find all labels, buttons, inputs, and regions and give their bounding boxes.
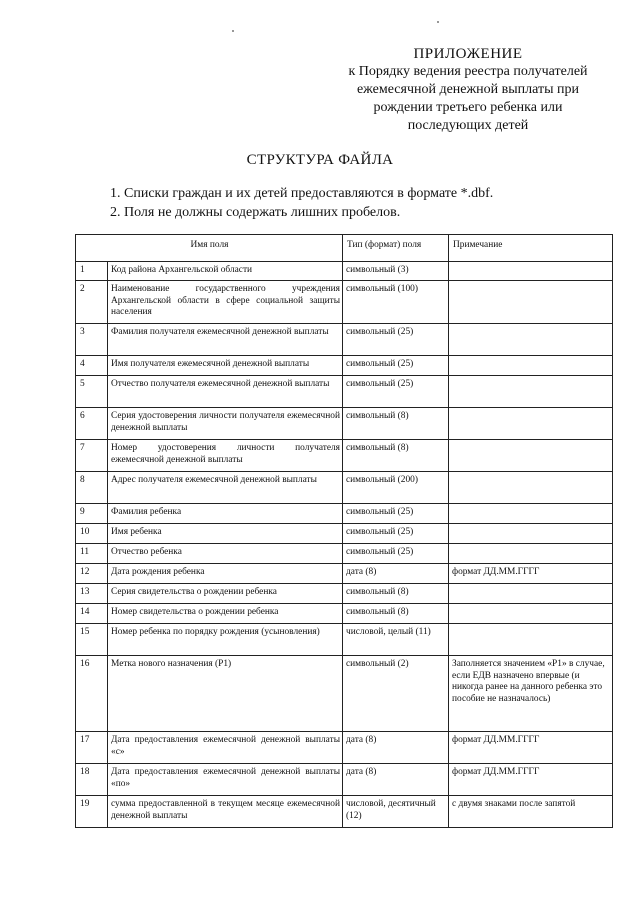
row-field-type: символьный (2) [343, 656, 449, 732]
row-number: 1 [76, 262, 108, 281]
row-number: 5 [76, 376, 108, 408]
row-number: 15 [76, 624, 108, 656]
row-field-type: символьный (25) [343, 356, 449, 376]
row-note: формат ДД.ММ.ГГГГ [449, 732, 613, 764]
row-field-name: Серия удостоверения личности получателя ежемесячной денежной выплаты [108, 408, 343, 440]
row-field-type: дата (8) [343, 732, 449, 764]
row-field-name: сумма предоставленной в текущем месяце ежемесячной денежной выплаты [108, 796, 343, 828]
row-note [449, 544, 613, 564]
row-field-name: Отчество ребенка [108, 544, 343, 564]
row-number: 8 [76, 472, 108, 504]
row-field-type: символьный (25) [343, 524, 449, 544]
row-number: 14 [76, 604, 108, 624]
row-field-type: символьный (8) [343, 604, 449, 624]
row-number: 4 [76, 356, 108, 376]
table-row [76, 584, 613, 604]
row-note: формат ДД.ММ.ГГГГ [449, 564, 613, 584]
row-number: 16 [76, 656, 108, 732]
row-note [449, 524, 613, 544]
row-field-type: символьный (25) [343, 324, 449, 356]
table-header-row [76, 235, 613, 262]
row-field-name: Дата предоставления ежемесячной денежной выплаты «с» [108, 732, 343, 764]
row-note [449, 440, 613, 472]
row-field-type: символьный (3) [343, 262, 449, 281]
appendix-line: ежемесячной денежной выплаты при [356, 82, 580, 97]
row-number: 18 [76, 764, 108, 796]
row-field-type: символьный (100) [343, 281, 449, 324]
row-note [449, 504, 613, 524]
note-item: 1. Списки граждан и их детей предоставляются в формате *.dbf. [110, 186, 494, 201]
row-field-name: Номер свидетельства о рождении ребенка [108, 604, 343, 624]
row-number: 9 [76, 504, 108, 524]
row-number: 12 [76, 564, 108, 584]
note-item: 2. Поля не должны содержать лишних пробелов. [110, 205, 401, 220]
row-field-name: Номер удостоверения личности получателя ежемесячной денежной выплаты [108, 440, 343, 472]
row-field-type: символьный (25) [343, 504, 449, 524]
table-row [76, 262, 613, 281]
row-number: 6 [76, 408, 108, 440]
row-field-name: Отчество получателя ежемесячной денежной выплаты [108, 376, 343, 408]
structure-title: СТРУКТУРА ФАЙЛА [246, 152, 394, 168]
table-row [76, 764, 613, 796]
row-field-name: Метка нового назначения (Р1) [108, 656, 343, 732]
row-note [449, 604, 613, 624]
table-row [76, 408, 613, 440]
row-note: с двумя знаками после запятой [449, 796, 613, 828]
row-note [449, 408, 613, 440]
row-number: 7 [76, 440, 108, 472]
row-field-type: числовой, десятичный (12) [343, 796, 449, 828]
row-field-name: Фамилия ребенка [108, 504, 343, 524]
row-note [449, 262, 613, 281]
row-note [449, 584, 613, 604]
header-field-type: Тип (формат) поля [343, 235, 449, 262]
row-note [449, 624, 613, 656]
table-row [76, 504, 613, 524]
row-field-type: символьный (25) [343, 544, 449, 564]
row-field-type: символьный (8) [343, 584, 449, 604]
row-field-type: дата (8) [343, 564, 449, 584]
row-field-name: Дата рождения ребенка [108, 564, 343, 584]
table-row [76, 281, 613, 324]
row-field-name: Код района Архангельской области [108, 262, 343, 281]
row-note [449, 324, 613, 356]
row-field-type: числовой, целый (11) [343, 624, 449, 656]
appendix-line: рождении третьего ребенка или [373, 100, 563, 115]
row-field-name: Дата предоставления ежемесячной денежной выплаты «по» [108, 764, 343, 796]
appendix-title: ПРИЛОЖЕНИЕ [413, 46, 523, 62]
table-row [76, 472, 613, 504]
row-note: формат ДД.ММ.ГГГГ [449, 764, 613, 796]
row-field-name: Номер ребенка по порядку рождения (усыновления) [108, 624, 343, 656]
row-field-name: Серия свидетельства о рождении ребенка [108, 584, 343, 604]
scan-speck [232, 30, 234, 32]
row-field-type: символьный (8) [343, 408, 449, 440]
row-number: 13 [76, 584, 108, 604]
row-field-type: символьный (25) [343, 376, 449, 408]
row-number: 3 [76, 324, 108, 356]
row-note [449, 376, 613, 408]
header-field-name: Имя поля [76, 235, 343, 262]
scan-speck [437, 21, 439, 23]
row-field-name: Фамилия получателя ежемесячной денежной выплаты [108, 324, 343, 356]
table-body [76, 262, 613, 828]
appendix-line: к Порядку ведения реестра получателей [348, 64, 588, 79]
row-number: 19 [76, 796, 108, 828]
row-note [449, 472, 613, 504]
notes-list [110, 184, 493, 222]
table-row [76, 624, 613, 656]
table-row [76, 732, 613, 764]
row-field-type: символьный (8) [343, 440, 449, 472]
row-number: 17 [76, 732, 108, 764]
row-number: 11 [76, 544, 108, 564]
table-row [76, 356, 613, 376]
row-number: 2 [76, 281, 108, 324]
table-row [76, 544, 613, 564]
table-row [76, 324, 613, 356]
table-row [76, 604, 613, 624]
fields-table [75, 234, 613, 828]
row-note [449, 356, 613, 376]
table-row [76, 796, 613, 828]
table-row [76, 524, 613, 544]
header-note: Примечание [449, 235, 613, 262]
appendix-header [318, 45, 618, 135]
row-field-name: Наименование государственного учреждения Архангельской области в сфере социальной защиты населения [108, 281, 343, 324]
table-row [76, 440, 613, 472]
row-field-type: символьный (200) [343, 472, 449, 504]
row-note [449, 281, 613, 324]
row-number: 10 [76, 524, 108, 544]
table-row [76, 376, 613, 408]
row-field-name: Имя получателя ежемесячной денежной выплаты [108, 356, 343, 376]
table-row [76, 564, 613, 584]
table-row [76, 656, 613, 732]
row-note: Заполняется значением «Р1» в случае, если ЕДВ назначено впервые (и никогда ранее на данного ребенка это пособие не назначалось) [449, 656, 613, 732]
appendix-line: последующих детей [407, 118, 529, 133]
row-field-name: Адрес получателя ежемесячной денежной выплаты [108, 472, 343, 504]
row-field-type: дата (8) [343, 764, 449, 796]
row-field-name: Имя ребенка [108, 524, 343, 544]
